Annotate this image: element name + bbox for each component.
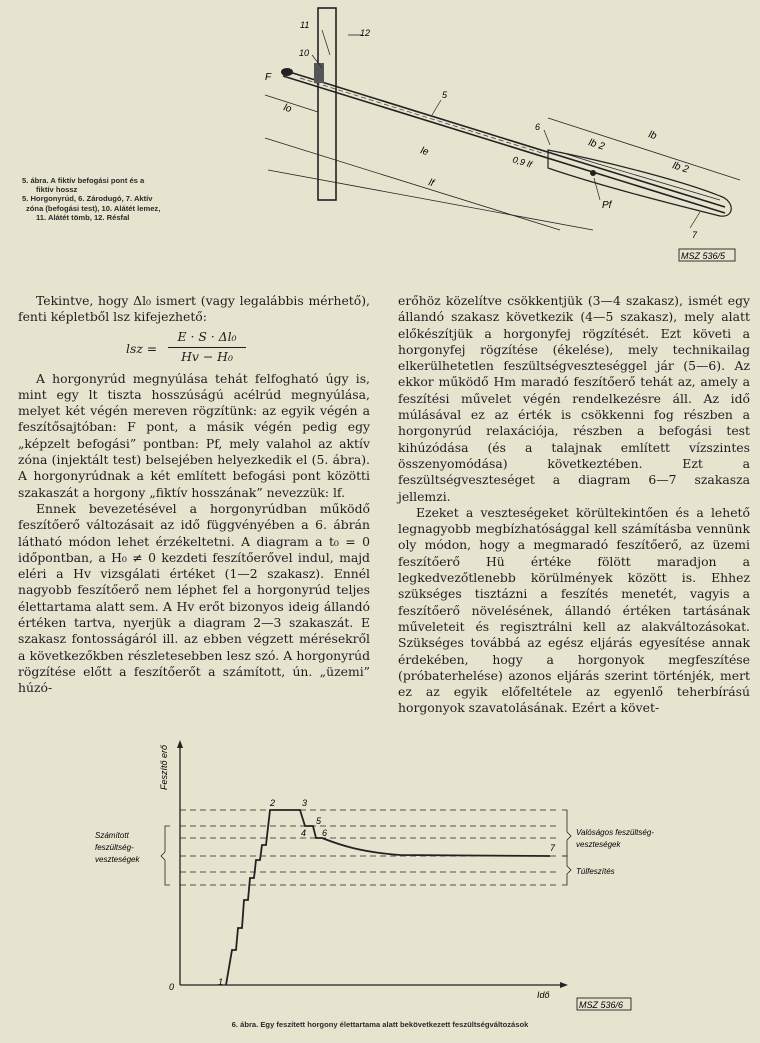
left-label-line3: veszteségek [95, 855, 140, 864]
anchor-head [281, 68, 293, 76]
formula-lhs: lsz = [126, 340, 158, 356]
right-label-1-line2: veszteségek [576, 840, 621, 849]
caption-line: 11. Alátét tömb, 12. Résfal [36, 212, 130, 222]
label-Pf: Pf [602, 200, 612, 211]
point-2: 2 [270, 798, 276, 808]
paragraph: erőhöz közelítve csökkentjük (3—4 szakasz), ismét egy állandó szakasz következik (4—5 szakasz), mely alatt előkészítjük a horgonyfej rögzítését. Ezt követi a horgonyfej rögzítése (ékelése), mely technikailag elkerülhetetlen feszültségveszteséggel jár (5—6). Az ekkor működő Hm maradó feszítőerő tehát az, amely a feszítési művelet végén rendelkezésre áll. Az idő múlásával ez az érték is csökkenni fog részben a horgonyrúd relaxációja, részben a befogási test kihúzódása (és a talajnak említett vízszintes összenyomódása) következtében. Ezt a feszültségveszteséget a diagram 6—7 szakasza jellemzi. [398, 293, 750, 504]
label-09lf: 0,9 lf [511, 154, 534, 170]
figure-5-anchor-diagram [0, 0, 760, 270]
left-label-line2: feszültség- [95, 843, 134, 852]
point-7: 7 [550, 843, 556, 853]
label-12: 12 [360, 28, 371, 38]
text-column-right [398, 293, 750, 717]
figure-6-force-time-diagram [0, 735, 760, 1025]
paragraph: Ennek bevezetésével a horgonyrúdban működő feszítőerő változásait az idő függvényében a 6. ábrán látható módon lehet érzékeltetni. A diagram a t₀ = 0 időpontban, a H₀ ≠ 0 kezdeti feszítőerővel indul, majd eléri a Hv vizsgálati értéket (1—2 szakasz). Ennél nagyobb feszítőerő nem léphet fel a horgonyrúd teljes élettartama alatt sem. A Hv erőt bizonyos ideig állandó értéken tartva, nyerjük a diagram 2—3 szakaszát. E szakasz fontosságáról ill. az ebben végzett mérésekről a következőkben részletesebben lesz szó. A horgonyrúd rögzítése előtt a feszítőerőt a számított, ún. „üzemi” húzó- [18, 500, 370, 696]
fictive-point [590, 170, 596, 176]
figure-5-caption [22, 176, 262, 222]
figure-5-tag: MSZ 536/5 [681, 251, 726, 261]
point-4: 4 [301, 828, 307, 838]
label-5: 5 [442, 90, 448, 100]
caption-line: 5. ábra. A fiktív befogási pont és a [22, 176, 145, 185]
label-6: 6 [535, 122, 541, 132]
right-label-1-line1: Valóságos feszültség- [576, 828, 654, 837]
x-axis-label: Idő [537, 990, 550, 1000]
left-brace [161, 826, 170, 885]
caption-line: fiktív hossz [36, 185, 78, 195]
label-7: 7 [692, 230, 698, 240]
right-label-2: Túlfeszítés [576, 867, 615, 876]
point-1: 1 [218, 977, 224, 987]
label-10: 10 [299, 48, 310, 58]
paragraph: A horgonyrúd megnyúlása tehát felfogható úgy is, mint egy lt tiszta hosszúságú acélrúd megnyúlása, melyet két végén mereven rögzítünk: az egyik végén a feszítősajtóban: F pont, a másik végén pedig egy „képzelt befogási” pontban: Pf, mely valahol az aktív zóna (injektált test) belsejében helyezkedik el (5. ábra). A horgonyrúdnak a két említett befogási pont közötti szakaszát a horgony „fiktív hosszának” nevezzük: lf. [18, 370, 370, 500]
figure-6-caption: 6. ábra. Egy feszített horgony élettartama alatt bekövetkezett feszültségváltozások [231, 1020, 529, 1029]
caption-line: zóna (befogási test), 10. Alátét lemez, [26, 203, 161, 213]
point-6: 6 [322, 828, 328, 838]
label-lf: lf [427, 177, 436, 190]
point-3: 3 [302, 798, 308, 808]
label-11: 11 [300, 20, 310, 30]
fraction-bar [168, 347, 246, 348]
right-brace-2 [562, 856, 571, 885]
label-lb-top: lb [647, 129, 658, 143]
paragraph: Ezeket a veszteségeket körültekintően és a lehető legnagyobb megbízhatósággal kell számításba vennünk oly módon, hogy a megmaradó feszítőerő, az üzemi feszítőerő Hü értéke fölött maradjon a legkedvezőtlenebb körülmények között is. Ehhez szükséges tisztázni a feszítés menetét, vagyis a feszítőerő növelésének, állandó értéken tartásának műveleteit és regisztrálni kell az alakváltozásokat. Szükséges továbbá az egész eljárás egyesítése annak érdekében, hogy a horgonyok megfeszítése (próbaterhelése) azonos eljárás szerint történjék, mert ez az egyik előfeltétele az egyenlő teherbírású horgonyok szavatolásának. Ezért a követ- [398, 504, 750, 716]
formula [18, 329, 370, 369]
label-lb2-a: lb 2 [587, 137, 606, 153]
text-column-left [18, 293, 370, 697]
caption-line: 5. Horgonyrúd, 6. Zárodugó, 7. Aktív [22, 194, 153, 204]
left-label-line1: Számított [95, 831, 129, 840]
label-le: le [419, 145, 430, 159]
right-brace-1 [562, 810, 571, 856]
figure-6-tag: MSZ 536/6 [579, 1000, 624, 1010]
label-lb2-b: lb 2 [671, 160, 690, 176]
y-axis-label: Feszítő erő [159, 744, 169, 790]
anchor-rod [283, 70, 725, 207]
wall-shape [318, 8, 336, 200]
formula-denominator: Hv − H₀ [181, 348, 233, 364]
formula-numerator: E · S · Δl₀ [177, 328, 237, 344]
label-lo: lo [282, 102, 293, 116]
paragraph: Tekintve, hogy Δl₀ ismert (vagy legalábbis mérhető), fenti képletből lsz kifejezhető: [18, 293, 370, 325]
point-5: 5 [316, 816, 322, 826]
origin-label: 0 [168, 982, 174, 992]
force-curve [226, 810, 550, 985]
label-F: F [265, 72, 272, 83]
